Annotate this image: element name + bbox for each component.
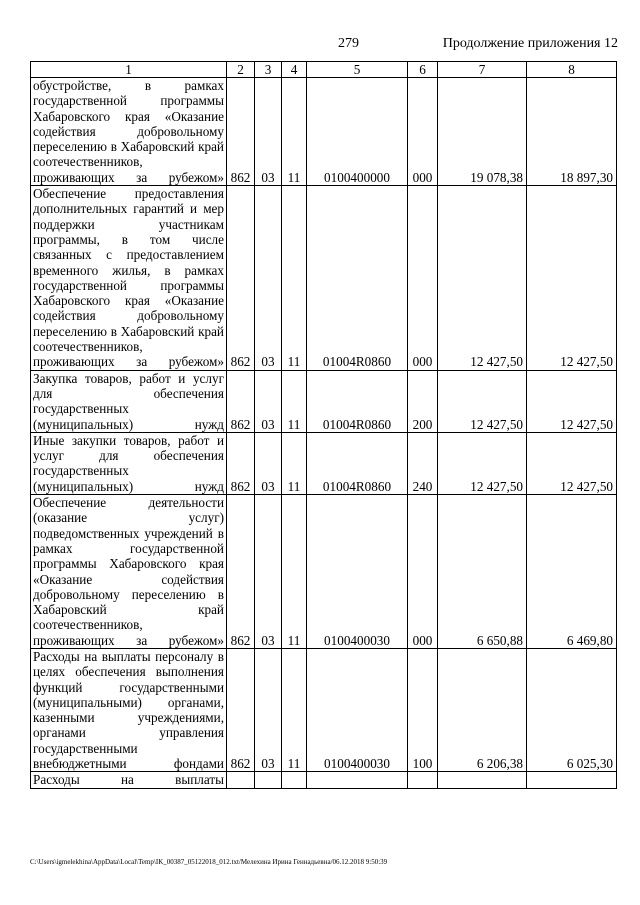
grbs-code: 862 [227, 432, 255, 494]
expense-type-code: 200 [408, 370, 438, 432]
expense-type-code: 000 [408, 495, 438, 649]
amount-fact: 18 897,30 [527, 78, 617, 186]
grbs-code: 862 [227, 370, 255, 432]
subsection-code: 11 [282, 186, 307, 371]
section-code: 03 [255, 495, 282, 649]
row-description: Закупка товаров, работ и услуг для обеспечения государственных (муниципальных) нужд [31, 370, 227, 432]
amount-plan: 19 078,38 [438, 78, 527, 186]
amount-plan: 6 650,88 [438, 495, 527, 649]
subsection-code: 11 [282, 648, 307, 771]
target-article-code: 01004R0860 [307, 432, 408, 494]
section-code: 03 [255, 78, 282, 186]
table-row [31, 370, 617, 432]
row-description: Обеспечение предоставления дополнительных гарантий и мер поддержки участникам программы, в том числе связанных с предоставлением временного жилья, в рамках государственной программы Хабаровского края «Оказание содействия добровольному переселению в Хабаровский край соотечественников, проживающих за рубежом» [31, 186, 227, 371]
subsection-code: 11 [282, 495, 307, 649]
target-article-code: 0100400000 [307, 78, 408, 186]
expense-type-code: 100 [408, 648, 438, 771]
row-description: обустройстве, в рамках государственной программы Хабаровского края «Оказание содействия добровольному переселению в Хабаровский край соотечественников, проживающих за рубежом» [31, 78, 227, 186]
amount-plan: 12 427,50 [438, 186, 527, 371]
subsection-code: 11 [282, 432, 307, 494]
column-header: 1 [31, 62, 227, 78]
section-code: 03 [255, 370, 282, 432]
column-header: 8 [527, 62, 617, 78]
table-row [31, 495, 617, 649]
section-code: 03 [255, 186, 282, 371]
grbs-code: 862 [227, 78, 255, 186]
expense-type-code: 000 [408, 78, 438, 186]
expense-type-code: 000 [408, 186, 438, 371]
amount-fact: 6 025,30 [527, 648, 617, 771]
amount-fact: 12 427,50 [527, 370, 617, 432]
target-article-code: 01004R0860 [307, 186, 408, 371]
table-row [31, 648, 617, 771]
continuation-label: Продолжение приложения 12 [442, 36, 618, 51]
column-header: 4 [282, 62, 307, 78]
amount-fact: 12 427,50 [527, 432, 617, 494]
amount-plan: 6 206,38 [438, 648, 527, 771]
subsection-code: 11 [282, 78, 307, 186]
column-header: 7 [438, 62, 527, 78]
table-row [31, 432, 617, 494]
amount-fact: 6 469,80 [527, 495, 617, 649]
row-description: Обеспечение деятельности (оказание услуг) подведомственных учреждений в рамках государственной программы Хабаровского края «Оказание содействия добровольному переселению в Хабаровский край соотечественников, проживающих за рубежом» [31, 495, 227, 649]
column-header: 6 [408, 62, 438, 78]
table-row [31, 78, 617, 186]
grbs-code: 862 [227, 186, 255, 371]
column-header-row [31, 62, 617, 78]
target-article-code: 0100400030 [307, 648, 408, 771]
amount-fact: 12 427,50 [527, 186, 617, 371]
row-description: Расходы на выплаты [31, 772, 227, 788]
grbs-code: 862 [227, 648, 255, 771]
expense-type-code: 240 [408, 432, 438, 494]
target-article-code: 01004R0860 [307, 370, 408, 432]
column-header: 3 [255, 62, 282, 78]
target-article-code: 0100400030 [307, 495, 408, 649]
subsection-code: 11 [282, 370, 307, 432]
column-header: 5 [307, 62, 408, 78]
amount-plan: 12 427,50 [438, 432, 527, 494]
grbs-code: 862 [227, 495, 255, 649]
file-path-footer: C:\Users\igmelekhina\AppData\Local\Temp\IK_00387_05122018_012.txt/Мелехина Ирина Геннадьевна/06.12.2018 9:50:39 [30, 858, 388, 866]
row-description: Расходы на выплаты персоналу в целях обеспечения выполнения функций государственными (муниципальными) органами, казенными учреждениями, органами управления государственными внебюджетными фондами [31, 648, 227, 771]
table-row [31, 186, 617, 371]
row-description: Иные закупки товаров, работ и услуг для обеспечения государственных (муниципальных) нужд [31, 432, 227, 494]
page-number: 279 [338, 36, 359, 51]
column-header: 2 [227, 62, 255, 78]
section-code: 03 [255, 432, 282, 494]
section-code: 03 [255, 648, 282, 771]
table-row-partial [31, 772, 617, 788]
budget-table [30, 61, 617, 789]
amount-plan: 12 427,50 [438, 370, 527, 432]
